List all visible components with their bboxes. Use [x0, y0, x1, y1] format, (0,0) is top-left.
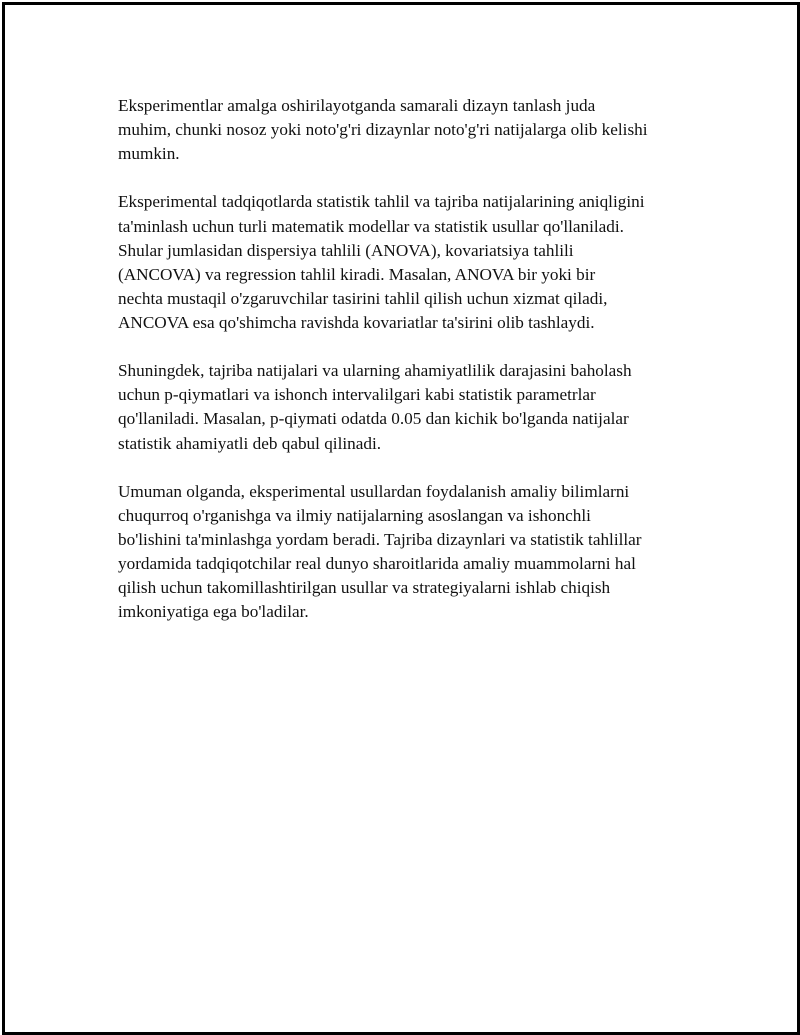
document-body: [118, 94, 696, 649]
text-line: mumkin.: [118, 144, 180, 164]
text-line: Shuningdek, tajriba natijalari va ularning ahamiyatlilik darajasini baholash: [118, 361, 632, 381]
text-line: imkoniyatiga ega bo'ladilar.: [118, 602, 309, 622]
text-line: statistik ahamiyatli deb qabul qilinadi.: [118, 433, 382, 453]
text-line: muhim, chunki nosoz yoki noto'g'ri dizaynlar noto'g'ri natijalarga olib kelishi: [118, 120, 648, 140]
text-line: Eksperimentlar amalga oshirilayotganda samarali dizayn tanlash juda: [118, 96, 596, 115]
paragraph-3: [118, 359, 696, 455]
text-line: Umuman olganda, eksperimental usullardan foydalanish amaliy bilimlarni: [118, 481, 630, 501]
text-line: ta'minlash uchun turli matematik modellar va statistik usullar qo'llaniladi.: [118, 216, 624, 236]
paragraph-1: [118, 94, 696, 166]
text-line: Eksperimental tadqiqotlarda statistik tahlil va tajriba natijalarining aniqligini: [118, 192, 645, 212]
text-line: Shular jumlasidan dispersiya tahlili (ANOVA), kovariatsiya tahlili: [118, 240, 574, 260]
text-line: bo'lishini ta'minlashga yordam beradi. Tajriba dizaynlari va statistik tahlillar: [118, 529, 642, 549]
text-line: nechta mustaqil o'zgaruvchilar tasirini tahlil qilish uchun xizmat qiladi,: [118, 288, 608, 308]
text-line: (ANCOVA) va regression tahlil kiradi. Masalan, ANOVA bir yoki bir: [118, 264, 596, 284]
text-line: yordamida tadqiqotchilar real dunyo sharoitlarida amaliy muammolarni hal: [118, 554, 636, 574]
paragraph-4: [118, 480, 696, 625]
text-line: uchun p-qiymatlari va ishonch intervalilgari kabi statistik parametrlar: [118, 385, 596, 405]
text-line: ANCOVA esa qo'shimcha ravishda kovariatlar ta'sirini olib tashlaydi.: [118, 312, 595, 332]
text-line: qo'llaniladi. Masalan, p-qiymati odatda 0.05 dan kichik bo'lganda natijalar: [118, 409, 629, 429]
text-line: chuqurroq o'rganishga va ilmiy natijalarning asoslangan va ishonchli: [118, 505, 591, 525]
paragraph-2: [118, 190, 696, 335]
text-line: qilish uchun takomillashtirilgan usullar va strategiyalarni ishlab chiqish: [118, 578, 611, 598]
